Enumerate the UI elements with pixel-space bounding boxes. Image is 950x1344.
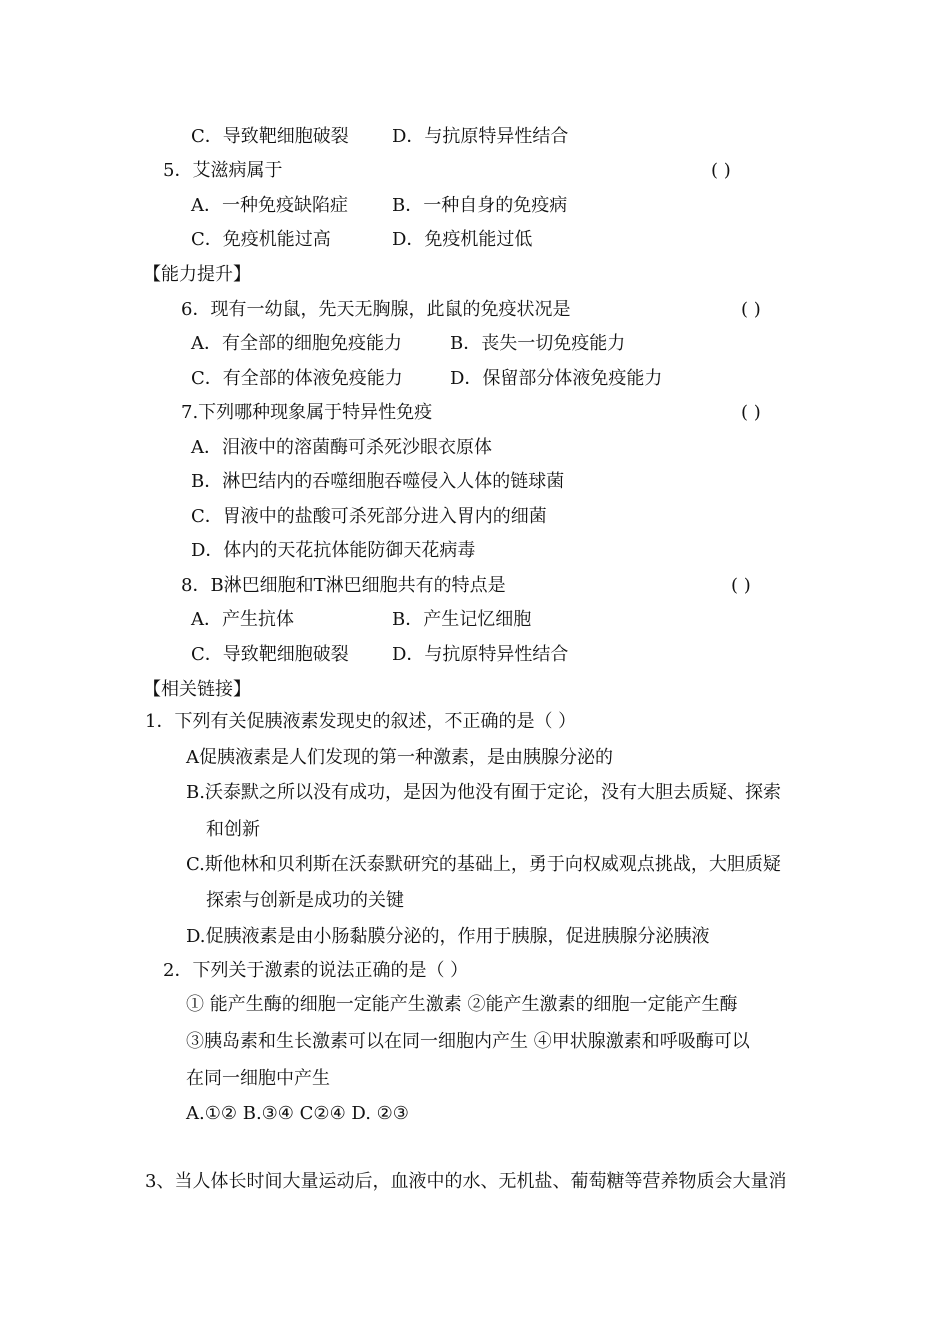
- l2-statement-line-1: ① 能产生酶的细胞一定能产生激素 ②能产生激素的细胞一定能产生酶: [186, 994, 738, 1015]
- q7-option-c: C．胃液中的盐酸可杀死部分进入胃内的细菌: [191, 506, 547, 527]
- q7-option-b: B．淋巴结内的吞噬细胞吞噬侵入人体的链球菌: [191, 471, 565, 492]
- q8-option-a: A．产生抗体: [191, 609, 294, 630]
- l1-option-b: B.沃泰默之所以没有成功，是因为他没有囿于定论，没有大胆去质疑、探索: [186, 782, 781, 803]
- q6-answer-blank: ( ): [741, 299, 761, 320]
- q5-stem: 5．艾滋病属于: [163, 160, 283, 181]
- q4-option-d: D．与抗原特异性结合: [392, 126, 569, 147]
- q6-option-a: A．有全部的细胞免疫能力: [191, 333, 402, 354]
- q4-option-c: C．导致靶细胞破裂: [191, 126, 349, 147]
- q5-option-b: B．一种自身的免疫病: [392, 195, 568, 216]
- q7-option-d: D．体内的天花抗体能防御天花病毒: [191, 540, 476, 561]
- q7-answer-blank: ( ): [741, 402, 761, 423]
- q7-option-a: A．泪液中的溶菌酶可杀死沙眼衣原体: [191, 437, 492, 458]
- section-heading-links: 【相关链接】: [143, 679, 251, 700]
- q8-option-c: C．导致靶细胞破裂: [191, 644, 349, 665]
- q6-option-d: D．保留部分体液免疫能力: [450, 368, 663, 389]
- q8-answer-blank: ( ): [731, 575, 751, 596]
- q6-option-c: C．有全部的体液免疫能力: [191, 368, 403, 389]
- l1-option-d: D.促胰液素是由小肠黏膜分泌的，作用于胰腺，促进胰腺分泌胰液: [186, 926, 710, 947]
- l2-stem: 2．下列关于激素的说法正确的是（ ）: [163, 960, 469, 981]
- l2-statement-line-2: ③胰岛素和生长激素可以在同一细胞内产生 ④甲状腺激素和呼吸酶可以: [186, 1031, 750, 1052]
- q8-stem: 8．B淋巴细胞和T淋巴细胞共有的特点是: [181, 575, 506, 596]
- l1-option-c: C.斯他林和贝利斯在沃泰默研究的基础上，勇于向权威观点挑战，大胆质疑: [186, 854, 781, 875]
- q8-option-b: B．产生记忆细胞: [392, 609, 532, 630]
- l3-stem: 3、当人体长时间大量运动后，血液中的水、无机盐、葡萄糖等营养物质会大量消: [145, 1171, 787, 1192]
- q6-option-b: B．丧失一切免疫能力: [450, 333, 626, 354]
- l1-option-a: A促胰液素是人们发现的第一种激素，是由胰腺分泌的: [186, 747, 613, 768]
- l1-option-c-cont: 探索与创新是成功的关键: [206, 890, 404, 911]
- q7-stem: 7.下列哪种现象属于特异性免疫: [181, 402, 433, 423]
- l1-option-b-cont: 和创新: [206, 819, 260, 840]
- q5-option-a: A．一种免疫缺陷症: [191, 195, 348, 216]
- q5-answer-blank: ( ): [711, 160, 731, 181]
- q5-option-c: C．免疫机能过高: [191, 229, 331, 250]
- l2-options: A.①② B.③④ C②④ D. ②③: [186, 1103, 409, 1124]
- l1-stem: 1．下列有关促胰液素发现史的叙述，不正确的是（ ）: [145, 711, 577, 732]
- q5-option-d: D．免疫机能过低: [392, 229, 533, 250]
- l2-statement-line-3: 在同一细胞中产生: [186, 1068, 330, 1089]
- q8-option-d: D．与抗原特异性结合: [392, 644, 569, 665]
- section-heading-ability: 【能力提升】: [143, 264, 251, 285]
- q6-stem: 6．现有一幼鼠，先天无胸腺，此鼠的免疫状况是: [181, 299, 571, 320]
